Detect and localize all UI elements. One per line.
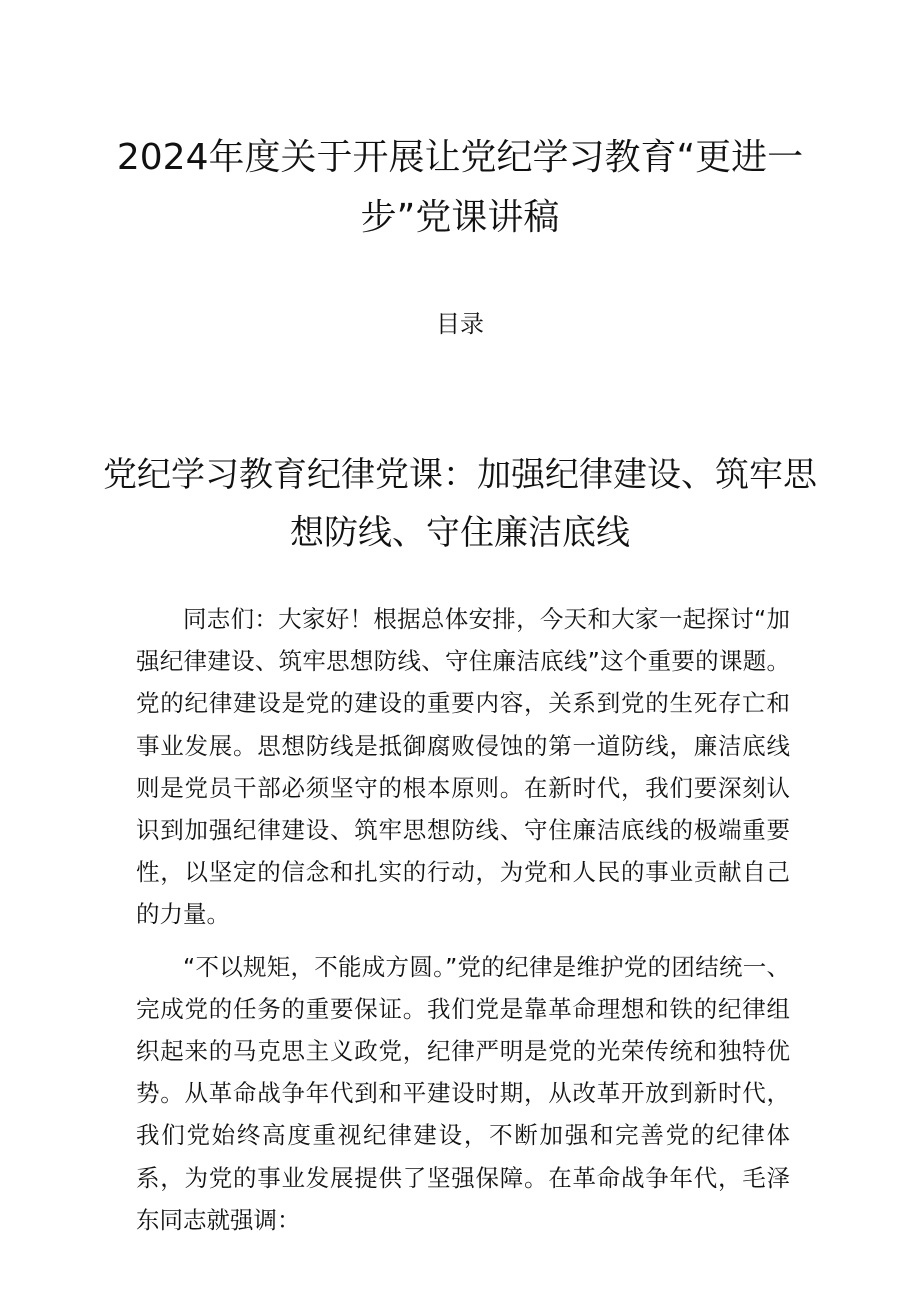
paragraph: 同志们：大家好！根据总体安排，今天和大家一起探讨“加强纪律建设、筑牢思想防线、守住廉洁底线”这个重要的课题。党的纪律建设是党的建设的重要内容，关系到党的生死存亡和事业发展。思想防线是抵御腐败侵蚀的第一道防线，廉洁底线则是党员干部必须坚守的根本原则。在新时代，我们要深刻认识到加强纪律建设、筑牢思想防线、守住廉洁底线的极端重要性，以坚定的信念和扎实的行动，为党和人民的事业贡献自己的力量。 [136, 605, 790, 929]
section-title: 党纪学习教育纪律党课：加强纪律建设、筑牢思想防线、守住廉洁底线 [103, 455, 817, 553]
body-text [136, 598, 790, 1251]
paragraph: “不以规矩，不能成方圆。”党的纪律是维护党的团结统一、完成党的任务的重要保证。我们党是靠革命理想和铁的纪律组织起来的马克思主义政党，纪律严明是党的光荣传统和独特优势。从革命战争年代到和平建设时期，从改革开放到新时代，我们党始终高度重视纪律建设，不断加强和完善党的纪律体系，为党的事业发展提供了坚强保障。在革命战争年代，毛泽东同志就强调： [136, 952, 790, 1234]
document-title: 2024年度关于开展让党纪学习教育“更进一步”党课讲稿 [116, 137, 804, 238]
toc-heading: 目录 [436, 310, 484, 338]
